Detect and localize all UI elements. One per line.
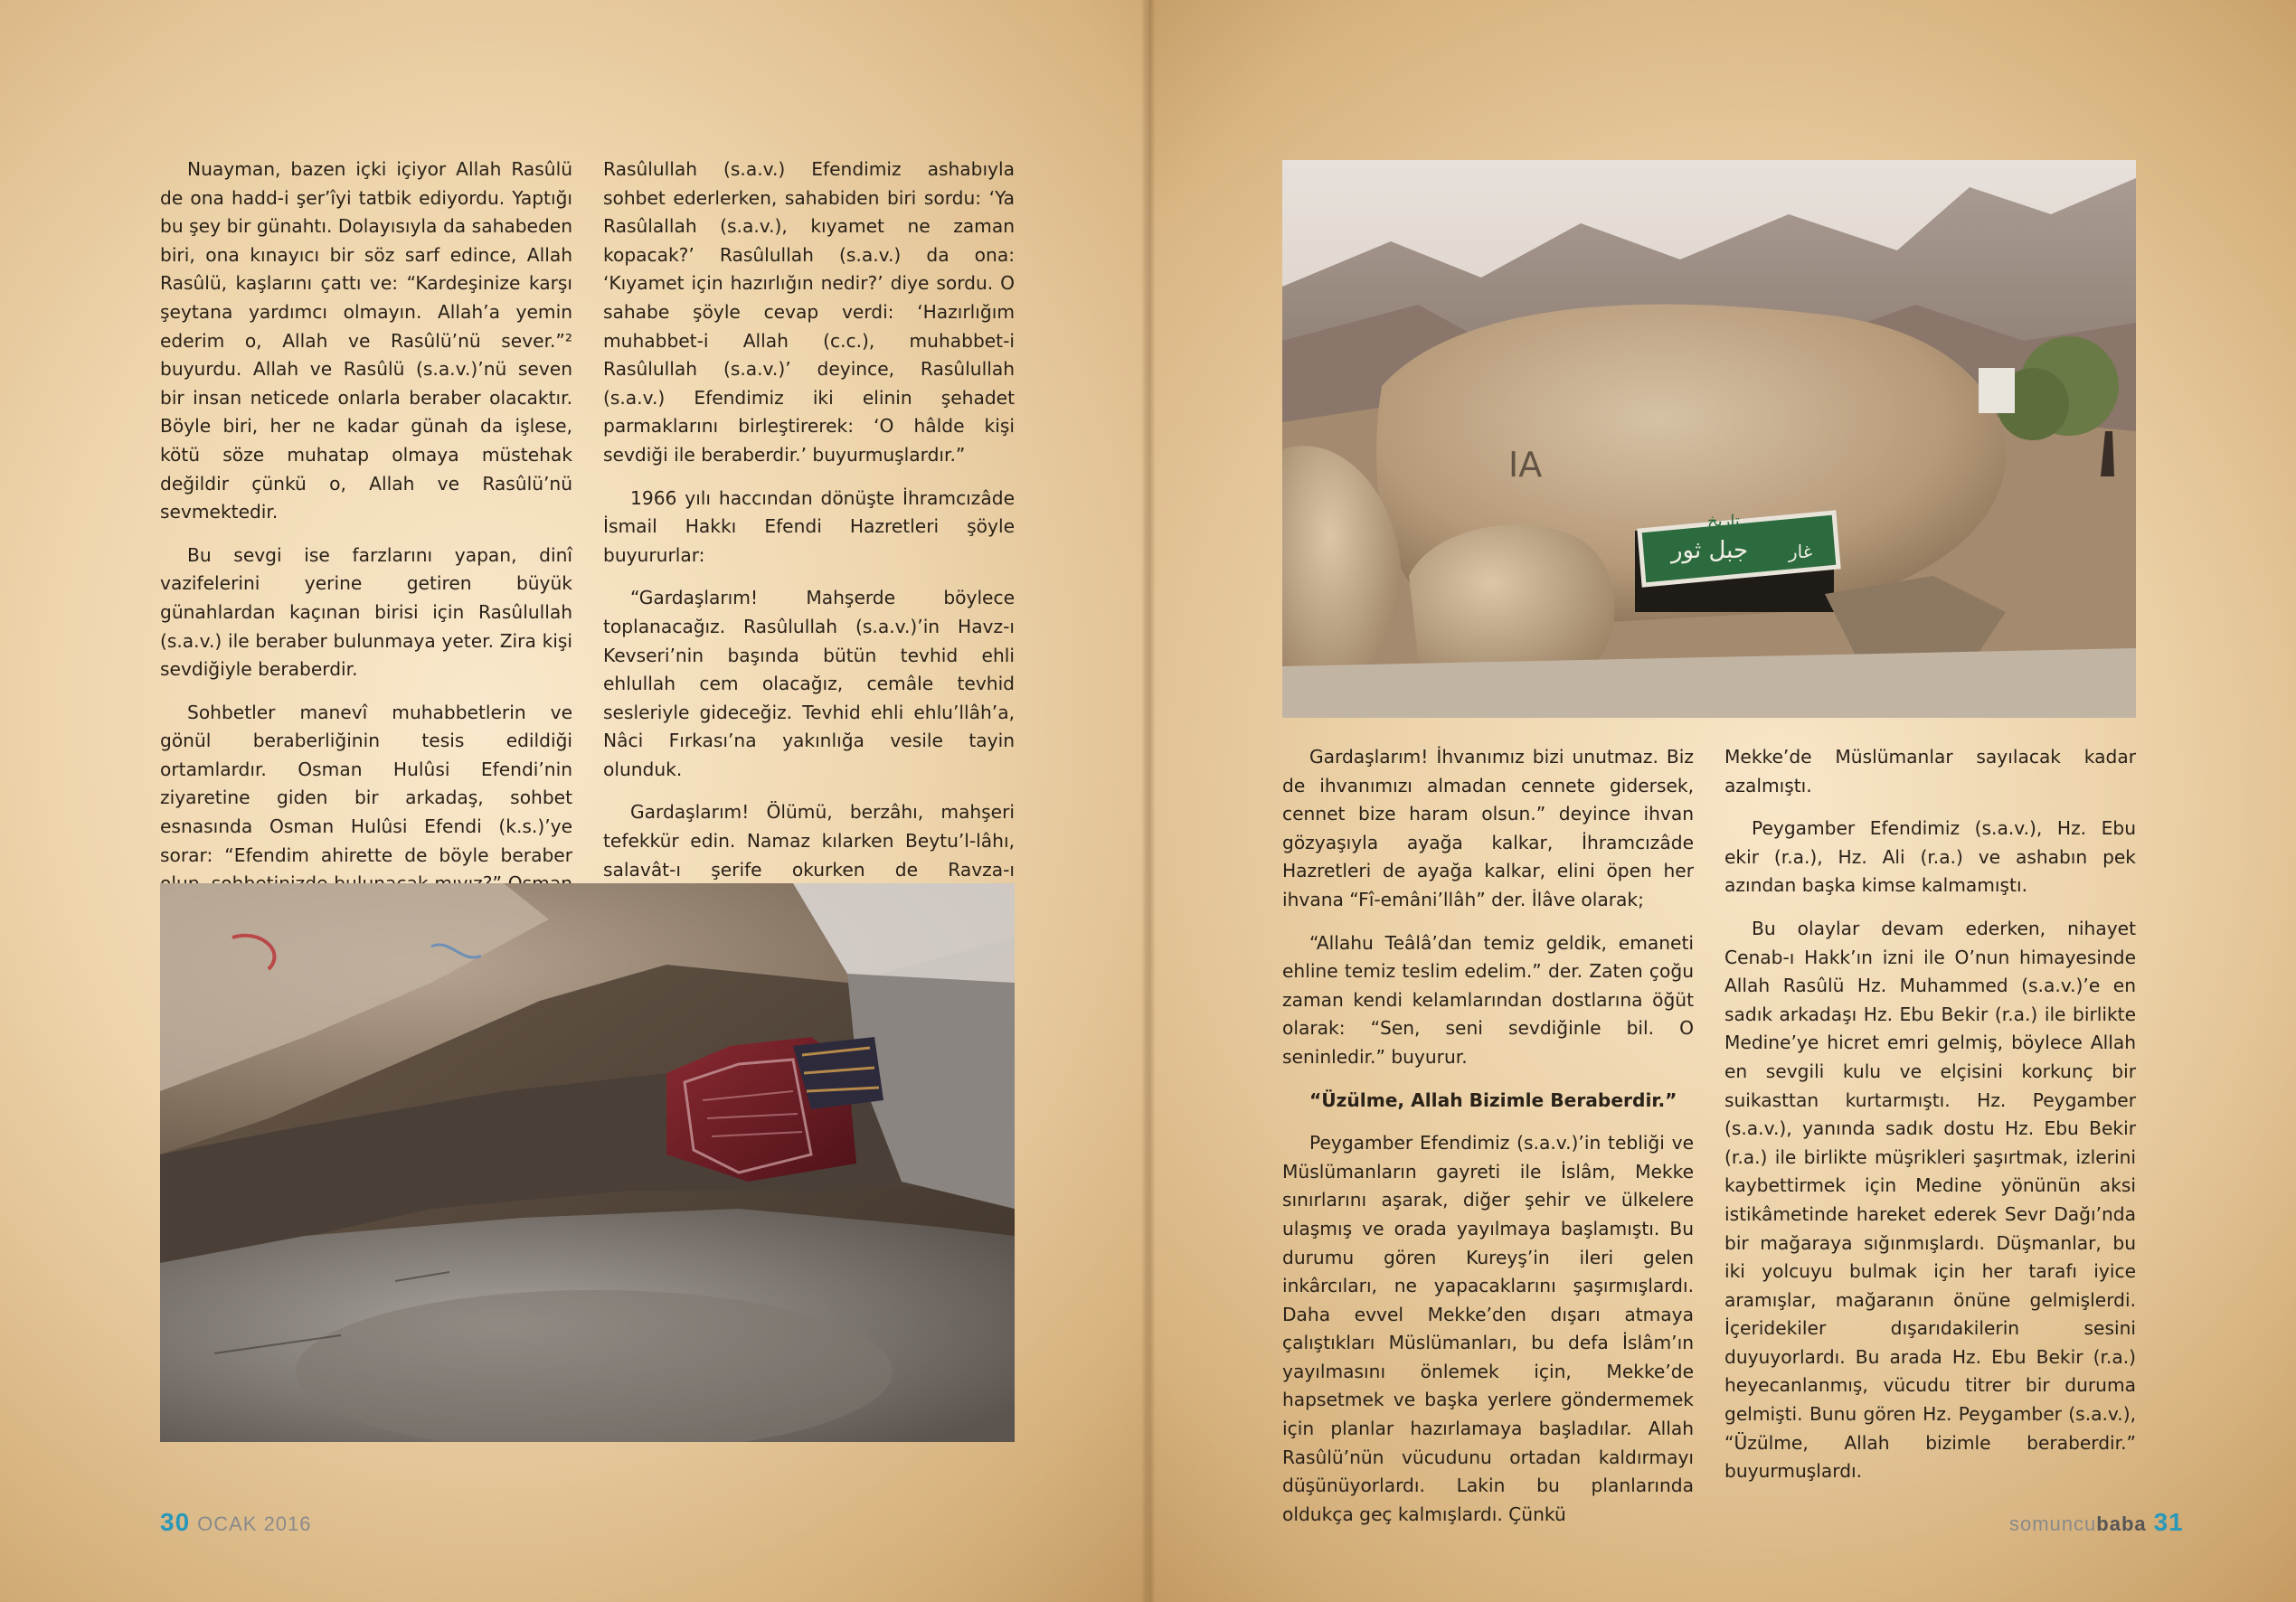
magazine-brand: somuncu	[2009, 1512, 2097, 1535]
right-column-1	[1282, 743, 1694, 1543]
paragraph: Bu sevgi ise farzlarını yapan, dinî vazifelerini yerine getiren büyük günahlardan kaçınan birisi için Rasûlullah (s.a.v.) ile beraber bulunmaya yeter. Zira kişi sevdiğiyle beraberdir.	[160, 543, 572, 681]
mountain-photo-icon	[1282, 160, 2136, 718]
paragraph: Sohbetler manevî muhabbetlerin ve gönül beraberliğinin tesis edildiği ortamlardır. Osman Hulûsi Efendi’nin ziyaretine giden bir arkadaş, sohbet esnasında Osman Hulûsi Efendi (k.s.)’ye sorar: “Efendim ahirette de böyle beraber	[160, 701, 572, 866]
left-folio	[160, 1508, 312, 1537]
page-number: 30	[160, 1508, 191, 1536]
graffiti-text: IA	[1508, 445, 1543, 485]
left-column-2	[603, 155, 1015, 956]
paragraph: 1966 yılı haccından dönüşte İhramcızâde İsmail Hakkı Efendi Hazretleri şöyle buyururlar:	[603, 486, 1015, 566]
sign-text: جبل ثور	[1671, 537, 1749, 564]
paragraph: Nuayman, bazen içki içiyor Allah Rasûlü de ona hadd-i şer’îyi tatbik ediyordu. Yaptığı bu şey bir günahtı. Dolayısıyla da sahabeden biri, ona kınayıcı bir söz sarf edince, Allah Rasûlü, kaşlarını çattı ve: “Kardeşinize karşı şeytana yardımcı olmayın. Allah’a yemin ederim o, Allah ve Rasûlü’nü sever.”² buyurdu. Allah ve Rasûlü (s.a.v.)’nü seven bir insan neticede onlarla beraber olacaktır. Böyle biri, her ne kadar günah da işlese, kötü söze muhatap olmaya müstehak değildir çünkü o, Allah ve Rasûlü’nü sevmektedir.	[160, 158, 572, 523]
cave-photo-icon	[160, 883, 1015, 1442]
paragraph: Mekke’de Müslümanlar sayılacak kadar azalmıştı.	[1724, 746, 2136, 796]
sign-text: غار	[1789, 541, 1813, 562]
right-column-2	[1724, 743, 2136, 1501]
paragraph: “Gardaşlarım! Mahşerde böylece toplanacağız. Rasûlullah (s.a.v.)’in Havz-ı Kevseri’nin başında bütün tevhid ehli ehlullah cem olacağız, cemâle tevhid sesleriyle gideceğiz. Tevhid ehli ehlu’llâh’a, Nâci Fırkası’na yakınlığa vesile tayin olunduk.	[603, 587, 1015, 780]
right-folio	[2009, 1508, 2184, 1537]
page-gutter	[1141, 0, 1156, 1602]
subheading: “Üzülme, Allah Bizimle Beraberdir.”	[1309, 1088, 1677, 1111]
sign-text: تاریخ	[1707, 512, 1740, 531]
cave-interior-photo	[160, 883, 1015, 1442]
paragraph: Peygamber Efendimiz (s.a.v.), Hz. Ebu ekir (r.a.), Hz. Ali (r.a.) ve ashabın pek azından başka kimse kalmamıştı.	[1724, 817, 2136, 897]
paragraph: Gardaşlarım! Ölümü, berzâhı, mahşeri tefekkür edin. Namaz kılarken Beytu’l-lâhı, salavât-ı şerife okurken de Ravza-ı	[603, 801, 1015, 881]
paragraph: Peygamber Efendimiz (s.a.v.)’in tebliği ve Müslümanların gayreti ile İslâm, Mekke sınırlarını aşarak, diğer şehir ve ülkelere ulaşmış ve orada yayılmaya başlamıştı. Bu durumu gören Kureyş’in ileri gelen inkârcıları, ne yapacaklarını şaşırmışlardı. Daha evvel Mekke’den dışarı atmaya çalıştıkları Müslümanları, bu defa İslâm’ın yayılmasını önlemek için, Mekke’de hapsetmek ve başka yerlere göndermemek için planlar hazırlamaya başladılar. Allah Rasûlü’nün vücudunu ortadan kaldırmayı düşünüyorlardı. Lakin bu planlarında oldukça geç kalmışlardı. Çünkü	[1282, 1132, 1694, 1525]
magazine-brand-bold: baba	[2096, 1512, 2147, 1535]
paragraph: Rasûlullah (s.a.v.) Efendimiz ashabıyla sohbet ederlerken, sahabiden biri sordu: ‘Ya Rasûlallah (s.a.v.), kıyamet ne zaman kopacak?’ Rasûlullah (s.a.v.) da ona: ‘Kıyamet için hazırlığın nedir?’ diye sordu. O sahabe şöyle cevap verdi: ‘Hazırlığım muhabbet-i Allah (c.c.), muhabbet-i Rasûlullah (s.a.v.)’ deyince, Rasûlullah (s.a.v.) Efendimiz iki elinin şehadet parmaklarını birleştirerek: ‘O hâlde kişi sevdiği ile beraberdir.’ buyurmuşlardır.”	[603, 158, 1015, 466]
issue-date: OCAK 2016	[197, 1512, 312, 1535]
page-number: 31	[2153, 1508, 2184, 1536]
paragraph: Bu olaylar devam ederken, nihayet Cenab-ı Hakk’ın izni ile O’nun himayesinde Allah Rasûlü Hz. Muhammed (s.a.v.)’e en sadık arkadaşı Hz. Ebu Bekir (r.a.) ile birlikte Medine’ye hicret emri gelmiş, böylece Allah en sevgili kulu ve elçisini korkunç bir suikasttan kurtarmıştı. Hz. Peygamber (s.a.v.), yanında sadık dostu Hz. Ebu Bekir (r.a.) ile birlikte müşrikleri şaşırtmak, izlerini kaybettirmek için Medine yönünün aksi istikâmetinde hareket ederek Sevr Dağı’nda bir mağaraya sığınmışlardı. Düşmanlar, bu iki yolcuyu bulmak için her tarafı iyice aramışlar, mağaranın önüne gelmişlerdi. İçeridekiler dışarıdakilerin sesini duyuyorlardı. Bu arada Hz. Ebu Bekir (r.a.) heyecanlanmış, vücudu titrer bir duruma gelmişti. Bunu gören Hz. Peygamber (s.a.v.), “Üzülme, Allah bizimle beraberdir.” buyurmuşlardı.	[1724, 917, 2136, 1483]
mountain-rock-photo	[1282, 160, 2136, 718]
paragraph: Gardaşlarım! İhvanımız bizi unutmaz. Biz de ihvanımızı almadan cennete gidersek, cennet bize haram olsun.” deyince ihvan gözyaşıyla ayağa kalkar, İhramcızâde Hazretleri de ayağa kalkar, elini öpen her ihvana “Fî-emâni’llâh” der. İlâve olarak;	[1282, 746, 1694, 910]
paragraph: “Allahu Teâlâ’dan temiz geldik, emaneti ehline temiz teslim edelim.” der. Zaten çoğu zaman kendi kelamlarından dostlarına öğüt olarak: “Sen, seni sevdiğinle bil. O seninledir.” buyurur.	[1282, 931, 1694, 1068]
left-column-1	[160, 155, 572, 970]
